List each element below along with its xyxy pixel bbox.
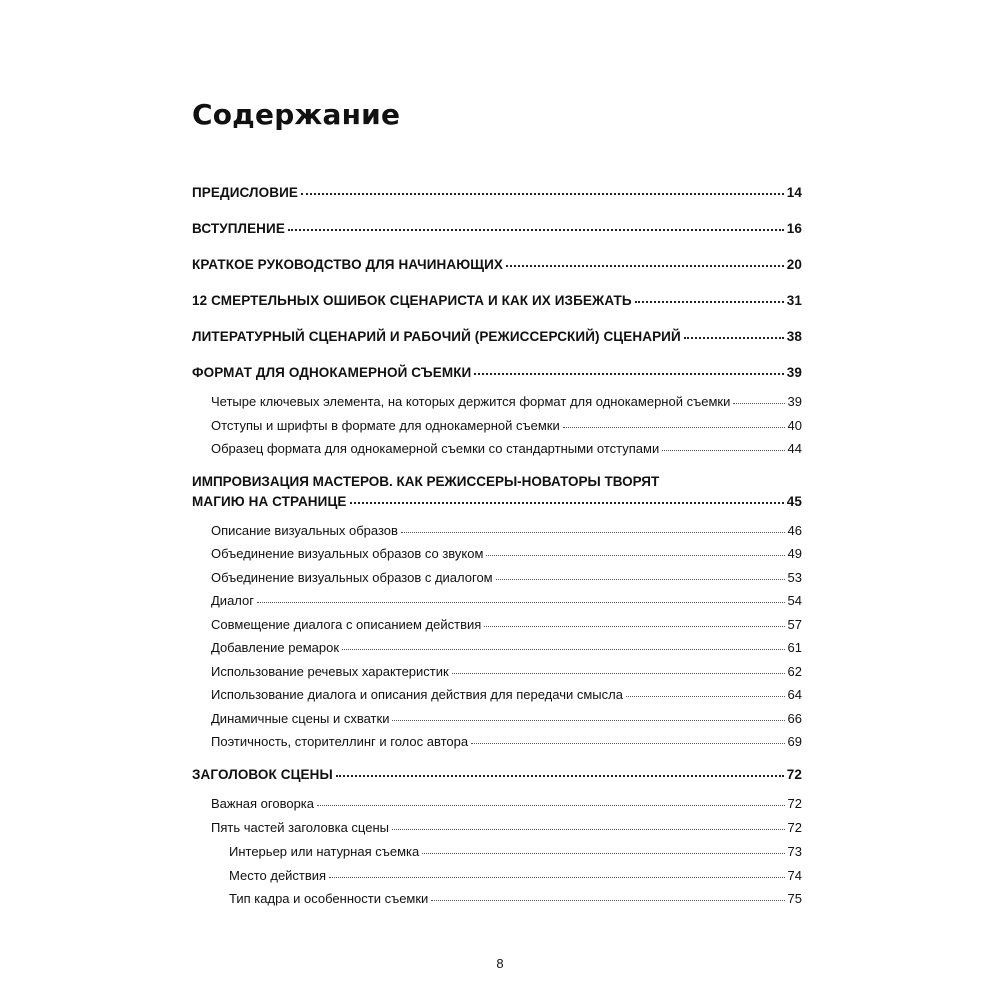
dot-leader: [563, 427, 785, 428]
toc-subsubentry[interactable]: [229, 891, 802, 906]
toc-entry[interactable]: [192, 329, 802, 344]
toc-entry-page: 14: [786, 185, 802, 200]
dot-leader: [484, 626, 784, 627]
toc-entry-title: Совмещение диалога с описанием действия: [211, 617, 482, 632]
toc-subentry[interactable]: [211, 734, 802, 749]
toc-entry-page: 69: [787, 734, 802, 749]
toc-entry-page: 72: [787, 820, 802, 835]
dot-leader: [662, 450, 784, 451]
dot-leader: [336, 775, 784, 777]
dot-leader: [350, 502, 784, 504]
toc-subentry[interactable]: [211, 664, 802, 679]
dot-leader: [733, 403, 784, 404]
toc-entry-page: 62: [787, 664, 802, 679]
toc-subentry[interactable]: [211, 570, 802, 585]
toc-entry-title: КРАТКОЕ РУКОВОДСТВО ДЛЯ НАЧИНАЮЩИХ: [192, 257, 504, 272]
toc-entry-title: Отступы и шрифты в формате для однокамерной съемки: [211, 418, 560, 433]
toc-entry[interactable]: [192, 365, 802, 380]
toc-entry-title: Использование диалога и описания действия для передачи смысла: [211, 687, 623, 702]
toc-entry-page: 64: [787, 687, 802, 702]
toc-entry-title: Образец формата для однокамерной съемки со стандартными отступами: [211, 441, 660, 456]
dot-leader: [317, 805, 785, 806]
toc-entry-page: 49: [787, 546, 802, 561]
toc-entry-page: 39: [786, 365, 802, 380]
toc-entry-page: 39: [787, 394, 802, 409]
dot-leader: [401, 532, 785, 533]
dot-leader: [288, 229, 784, 231]
toc-entry-title: Объединение визуальных образов с диалогом: [211, 570, 493, 585]
toc-entry-page: 44: [787, 441, 802, 456]
toc-subentry[interactable]: [211, 711, 802, 726]
dot-leader: [635, 301, 784, 303]
toc-entry[interactable]: [192, 185, 802, 200]
dot-leader: [684, 337, 784, 339]
toc-entry-page: 72: [787, 796, 802, 811]
toc-entry-page: 66: [787, 711, 802, 726]
toc-entry-page: 45: [786, 494, 802, 509]
toc-entry-title: 12 СМЕРТЕЛЬНЫХ ОШИБОК СЦЕНАРИСТА И КАК ИХ ИЗБЕЖАТЬ: [192, 293, 632, 308]
toc-subentry[interactable]: [211, 394, 802, 409]
toc-entry-title: ЛИТЕРАТУРНЫЙ СЦЕНАРИЙ И РАБОЧИЙ (РЕЖИССЕРСКИЙ) СЦЕНАРИЙ: [192, 329, 681, 344]
toc-entry-title: Пять частей заголовка сцены: [211, 820, 389, 835]
toc-entry-title: Важная оговорка: [211, 796, 314, 811]
dot-leader: [257, 602, 785, 603]
toc-entry-title: Использование речевых характеристик: [211, 664, 449, 679]
dot-leader: [342, 649, 784, 650]
toc-entry-page: 16: [786, 221, 802, 236]
toc-entry-page: 46: [787, 523, 802, 538]
toc-entry-first-line[interactable]: [192, 474, 659, 489]
toc-subentry[interactable]: [211, 523, 802, 538]
toc-entry-page: 75: [787, 891, 802, 906]
dot-leader: [486, 555, 784, 556]
toc-entry-page: 20: [786, 257, 802, 272]
toc-subentry[interactable]: [211, 593, 802, 608]
dot-leader: [392, 829, 785, 830]
dot-leader: [626, 696, 785, 697]
toc-entry[interactable]: [192, 494, 802, 509]
toc-entry-title: Место действия: [229, 868, 327, 883]
dot-leader: [496, 579, 785, 580]
toc-entry-title: Добавление ремарок: [211, 640, 340, 655]
toc-entry-page: 61: [787, 640, 802, 655]
toc-subentry[interactable]: [211, 546, 802, 561]
toc-entry-page: 57: [787, 617, 802, 632]
toc-subentry[interactable]: [211, 640, 802, 655]
toc-entry-title: МАГИЮ НА СТРАНИЦЕ: [192, 494, 347, 509]
toc-entry[interactable]: [192, 293, 802, 308]
toc-entry-title: ПРЕДИСЛОВИЕ: [192, 185, 298, 200]
toc-entry[interactable]: [192, 767, 802, 782]
dot-leader: [452, 673, 785, 674]
toc-entry[interactable]: [192, 221, 802, 236]
dot-leader: [431, 900, 784, 901]
dot-leader: [471, 743, 784, 744]
page-number: 8: [496, 956, 504, 971]
toc-entry-title: ЗАГОЛОВОК СЦЕНЫ: [192, 767, 333, 782]
toc-entry-title: Поэтичность, сторителлинг и голос автора: [211, 734, 469, 749]
toc-entry-title: Интерьер или натурная съемка: [229, 844, 420, 859]
toc-entry-page: 38: [786, 329, 802, 344]
dot-leader: [474, 373, 783, 375]
toc-entry-page: 72: [786, 767, 802, 782]
toc-entry-title: Тип кадра и особенности съемки: [229, 891, 429, 906]
page-title: Содержание: [192, 98, 401, 131]
toc-entry-page: 73: [787, 844, 802, 859]
toc-entry-title: Динамичные сцены и схватки: [211, 711, 390, 726]
toc-entry-title: Диалог: [211, 593, 254, 608]
toc-entry-title: Четыре ключевых элемента, на которых держится формат для однокамерной съемки: [211, 394, 731, 409]
toc-entry-page: 54: [787, 593, 802, 608]
toc-subentry[interactable]: [211, 796, 802, 811]
toc-subentry[interactable]: [211, 820, 802, 835]
toc-entry-page: 74: [787, 868, 802, 883]
toc-entry-page: 53: [787, 570, 802, 585]
toc-entry[interactable]: [192, 257, 802, 272]
dot-leader: [506, 265, 784, 267]
toc-entry-page: 31: [786, 293, 802, 308]
toc-subsubentry[interactable]: [229, 844, 802, 859]
toc-subentry[interactable]: [211, 687, 802, 702]
toc-entry-title: ФОРМАТ ДЛЯ ОДНОКАМЕРНОЙ СЪЕМКИ: [192, 365, 472, 380]
dot-leader: [422, 853, 784, 854]
toc-subsubentry[interactable]: [229, 868, 802, 883]
toc-entry-title: Объединение визуальных образов со звуком: [211, 546, 484, 561]
toc-entry-title: ВСТУПЛЕНИЕ: [192, 221, 285, 236]
toc-entry-title: Описание визуальных образов: [211, 523, 398, 538]
toc-subentry[interactable]: [211, 441, 802, 456]
toc-subentry[interactable]: [211, 418, 802, 433]
toc-subentry[interactable]: [211, 617, 802, 632]
dot-leader: [329, 877, 784, 878]
toc-entry-title: ИМПРОВИЗАЦИЯ МАСТЕРОВ. КАК РЕЖИССЕРЫ-НОВАТОРЫ ТВОРЯТ: [192, 474, 660, 489]
dot-leader: [392, 720, 784, 721]
toc-entry-page: 40: [787, 418, 802, 433]
dot-leader: [301, 193, 784, 195]
